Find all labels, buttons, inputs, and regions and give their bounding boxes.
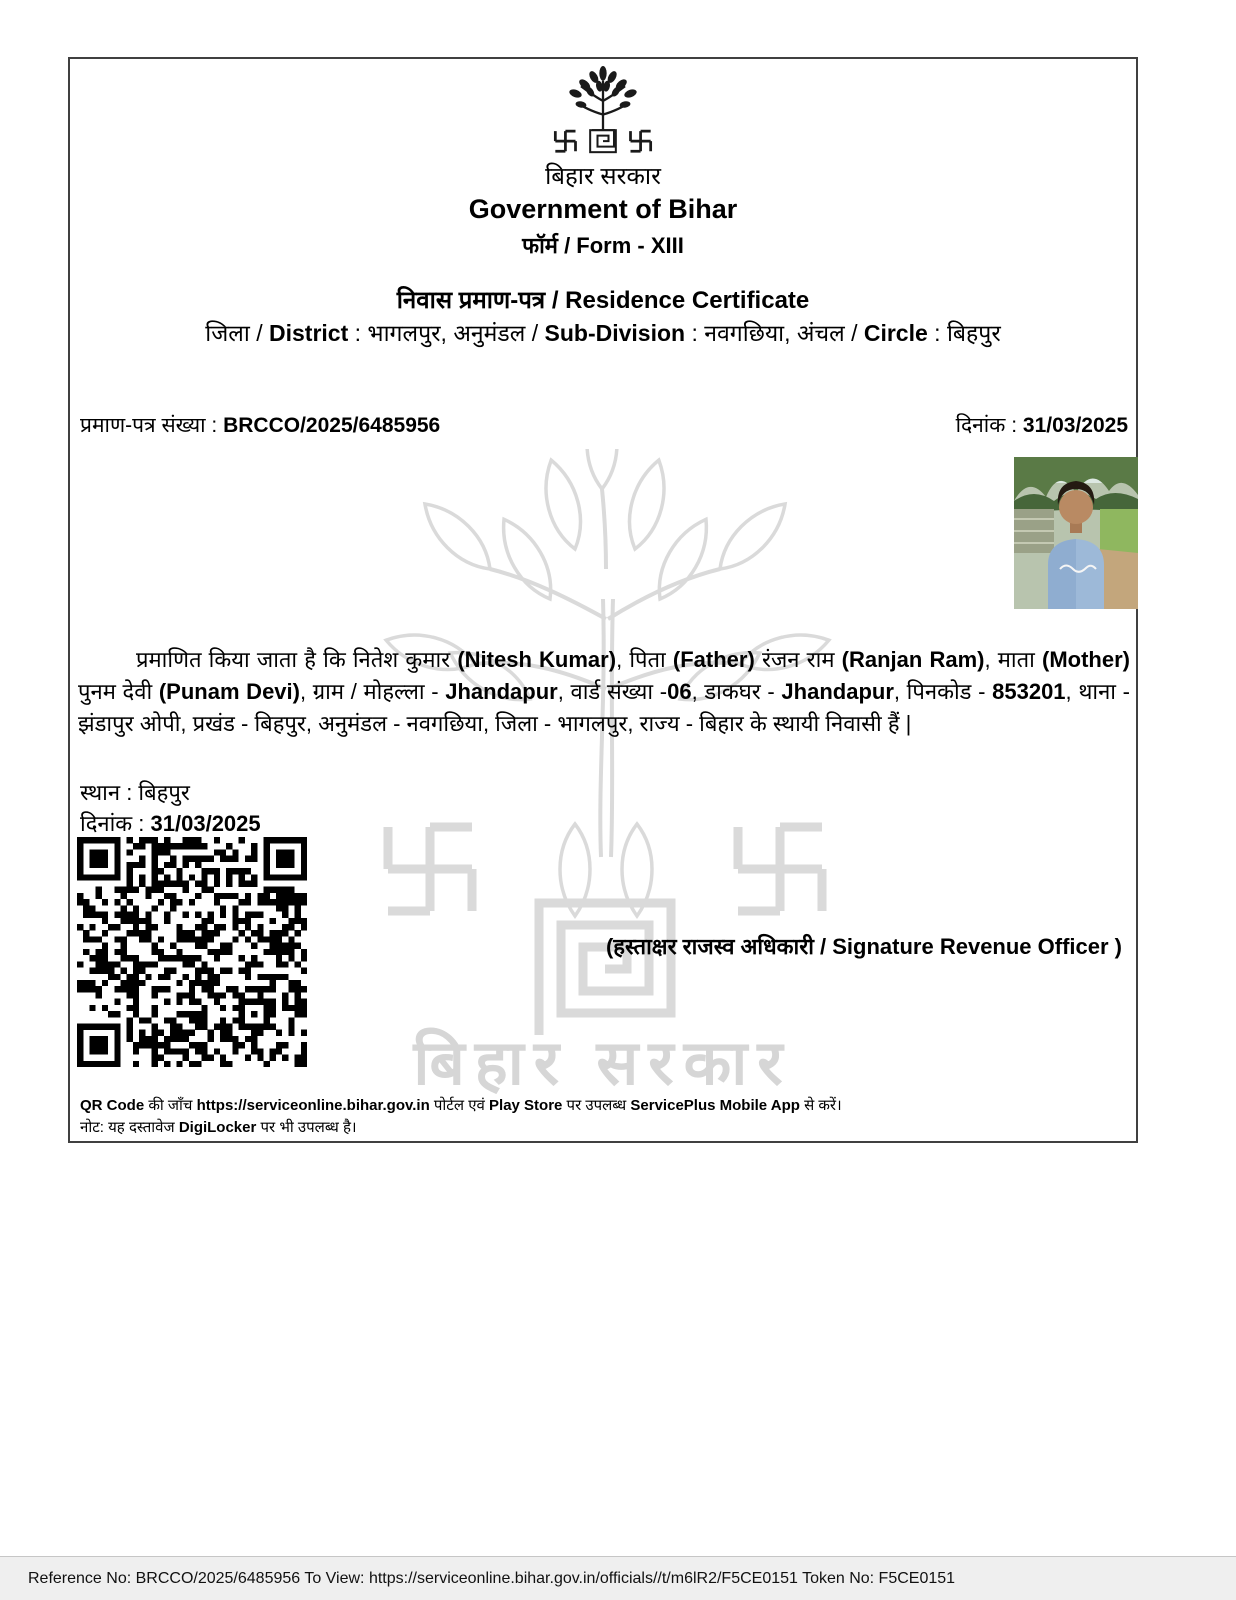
- form-number: फॉर्म / Form - XIII: [522, 233, 684, 258]
- district-subdivision-circle-line: जिला / District : भागलपुर, अनुमंडल / Sub-Division : नवगछिया, अंचल / Circle : बिहपुर: [205, 320, 1001, 346]
- certificate-title: निवास प्रमाण-पत्र / Residence Certificate: [396, 287, 810, 314]
- place-line: स्थान : बिहपुर: [80, 780, 190, 805]
- footer-bar: [0, 1556, 1236, 1600]
- digilocker-note: नोट: यह दस्तावेज DigiLocker पर भी उपलब्ध है।: [80, 1119, 357, 1136]
- emblem-center-seal-icon: [590, 130, 616, 152]
- certificate-number: प्रमाण-पत्र संख्या : BRCCO/2025/6485956: [80, 414, 441, 437]
- bihar-emblem-tree-icon: [548, 64, 658, 156]
- certificate-body-text: प्रमाणित किया जाता है कि नितेश कुमार (Nitesh Kumar), पिता (Father) रंजन राम (Ranjan Ram), माता (Mother) पुनम देवी (Punam Devi), ग्राम / मोहल्ला - Jhandapur, वार्ड संख्या -06, डाकघर - Jhandapur, पिनकोड - 853201, थाना - झंडापुर ओपी, प्रखंड - बिहपुर, अनुमंडल - नवगछिया, जिला - भागलपुर, राज्य - बिहार के स्थायी निवासी हैं |: [78, 647, 1131, 736]
- issue-date-line: दिनांक : 31/03/2025: [80, 811, 261, 836]
- certificate-date: दिनांक : 31/03/2025: [955, 414, 1128, 437]
- qr-code: [77, 837, 307, 1067]
- certificate-meta-row: [80, 411, 1128, 439]
- applicant-photo: [1014, 457, 1138, 609]
- watermark-text: बिहार सरकार: [413, 1029, 793, 1098]
- government-name-english: Government of Bihar: [468, 194, 738, 224]
- bihar-emblem-logo: [548, 64, 658, 156]
- signature-revenue-officer-line: (हस्ताक्षर राजस्व अधिकारी / Signature Revenue Officer ): [605, 934, 1122, 959]
- certificate: [68, 57, 1138, 1143]
- reference-line: Reference No: BRCCO/2025/6485956 To View: https://serviceonline.bihar.gov.in/officials//t/m6lR2/F5CE0151 Token No: F5CE0151: [28, 1569, 956, 1587]
- government-name-hindi: बिहार सरकार: [545, 163, 661, 190]
- qr-verification-note: QR Code की जाँच https://serviceonline.bihar.gov.in पोर्टल एवं Play Store पर उपलब्ध ServicePlus Mobile App से करें।: [80, 1097, 842, 1114]
